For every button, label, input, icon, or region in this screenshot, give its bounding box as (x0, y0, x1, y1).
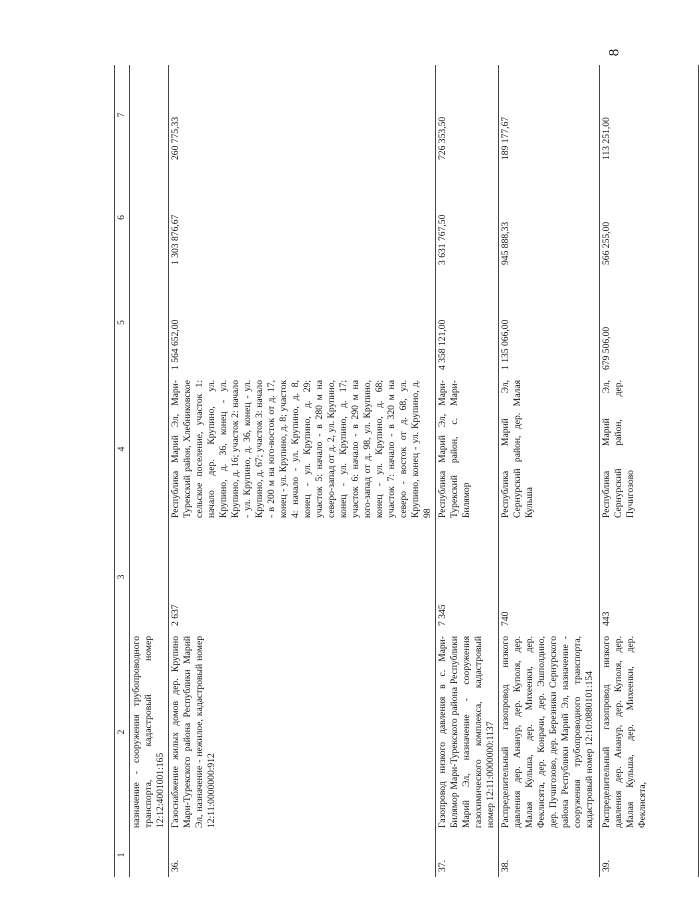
column-header-4: 4 (115, 375, 130, 523)
value-col5: 1 135 066,00 (498, 270, 599, 375)
object-name: Распределительный газопровод низкого давления дер. Ананур, дер. Куполя, дер. Малая Кульша, дер. Михеенки, дер. Феклисята, дер. Конрачи, дер. Эшполдино, дер. Пучигозово, дер. Березники Сернурского района Республики Марий Эл, назначение - сооружения трубопроводного транспорта, кадастровый номер 12:10:0880101:154 (498, 631, 599, 833)
row-number: 36. (168, 833, 435, 877)
value-col7: 726 353,50 (435, 65, 498, 165)
column-header-5: 5 (115, 270, 130, 375)
object-length: 2 637 (168, 523, 435, 631)
row-number: 38. (498, 833, 599, 877)
property-table (114, 65, 699, 877)
object-location: Республика Марий Эл, Мари-Турекский район, с. Мари-Билямор (435, 375, 498, 523)
object-location: Республика Марий Эл, Сернурский район, дер. Малая Кульша (498, 375, 599, 523)
value-col6: 1 303 876,67 (168, 165, 435, 270)
value-col5: 4 358 121,00 (435, 270, 498, 375)
object-length: 740 (498, 523, 599, 631)
table-row (599, 65, 698, 877)
value-col5: 1 564 652,00 (168, 270, 435, 375)
page-number: 8 (605, 48, 622, 57)
object-location: Республика Марий Эл, Мари-Турекский район, Хлебниковское сельское поселение, участок 1: начало дер. Крупино, ул. Крупино, д. 36, конец - ул. Крупино, д. 16; участок 2: начало - ул. Крупино, д. 36, конец - ул. Крупино, д. 67; участок 3: начало - в 200 м на юго-восток от д. 17, конец - ул. Крупино, д. 8; участок 4: начало - ул. Крупино, д. 8, конец - ул. Крупино, д. 29; участок 5: начало - в 280 м на северо-запад от д. 2, ул. Крупино, конец - ул. Крупино, д. 17; участок 6: начало - в 290 м на юго-запад от д. 98, ул. Крупино, конец - ул. Крупино, д. 68; участок 7: начало - в 320 м на северо - восток от д. 68, ул. Крупино, конец - ул. Крупино, д. 98 (168, 375, 435, 523)
value-col7 (130, 65, 169, 165)
value-col7: 260 775,33 (168, 65, 435, 165)
column-number-header (115, 65, 130, 877)
object-name: Газоснабжение жилых домов дер. Крупино Мари-Турекского района Республики Марий Эл, назначение - нежилое, кадастровый номер 12:11:0000000:912 (168, 631, 435, 833)
table-row (435, 65, 498, 877)
object-name: Распределительный газопровод низкого давления дер. Ананур, дер. Куполя, дер. Малая Кульша, дер. Михеенки, дер. Феклисята, (599, 631, 698, 833)
row-number: 37. (435, 833, 498, 877)
row-number (130, 833, 169, 877)
object-name: Газопровод низкого давления в с. Мари-Билямор Мари-Турекского района Республики Марий Эл, назначение - сооружения газохимического комплекса, кадастровый номер 12:11:0000000:1137 (435, 631, 498, 833)
column-header-1: 1 (115, 833, 130, 877)
value-col6: 945 888,33 (498, 165, 599, 270)
column-header-2: 2 (115, 631, 130, 833)
value-col6: 3 631 767,50 (435, 165, 498, 270)
column-header-7: 7 (115, 65, 130, 165)
object-location: Республика Марий Эл, Сернурский район, дер. Пучигозово (599, 375, 698, 523)
column-header-6: 6 (115, 165, 130, 270)
table-row (168, 65, 435, 877)
row-number: 39. (599, 833, 698, 877)
object-length: 443 (599, 523, 698, 631)
table-row (130, 65, 169, 877)
value-col6 (130, 165, 169, 270)
rotated-table-wrapper (114, 65, 648, 877)
object-length (130, 523, 169, 631)
object-length: 7 345 (435, 523, 498, 631)
value-col7: 113 251,00 (599, 65, 698, 165)
table-row (498, 65, 599, 877)
value-col6: 566 255,00 (599, 165, 698, 270)
value-col5: 679 506,00 (599, 270, 698, 375)
value-col7: 189 177,67 (498, 65, 599, 165)
value-col5 (130, 270, 169, 375)
object-location (130, 375, 169, 523)
object-name: назначение - сооружения трубопроводного транспорта, кадастровый номер 12:12:4001001:165 (130, 631, 169, 833)
column-header-3: 3 (115, 523, 130, 631)
